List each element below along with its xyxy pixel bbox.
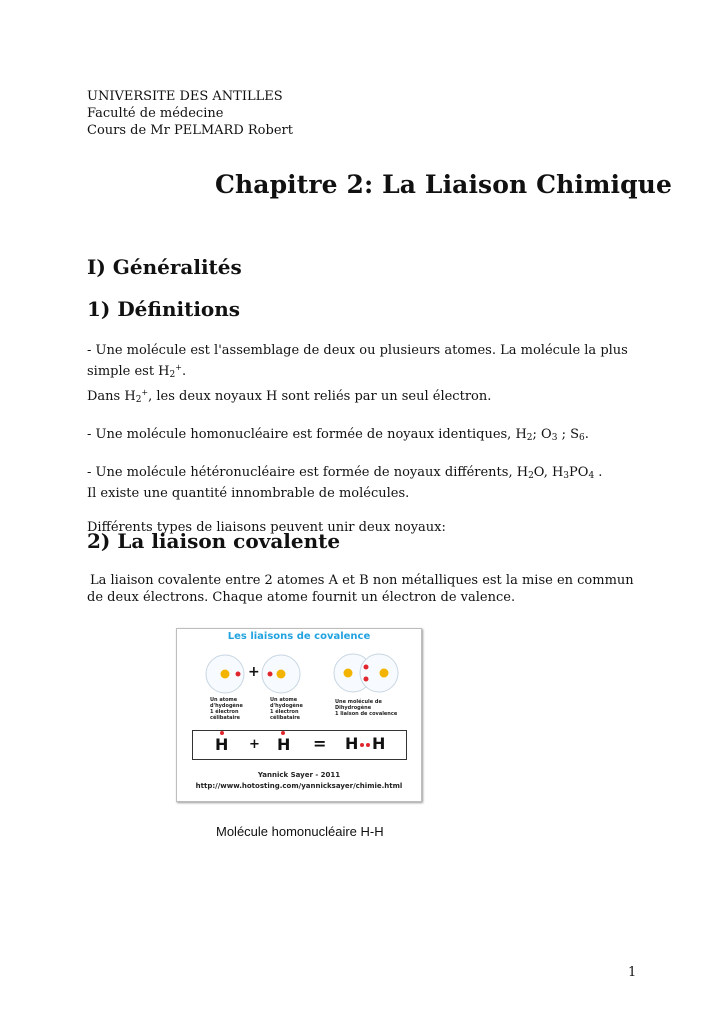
covalent-bond-figure: [176, 628, 422, 802]
equation-h-right: H: [277, 735, 291, 754]
hydrogen-atom-1: [206, 655, 244, 693]
caption-atom-1: Un atome d'hydogène 1 électron célibataire: [210, 697, 243, 721]
hydrogen-atom-2: [262, 655, 300, 693]
paragraph-bond-types: Différents types de liaisons peuvent unir deux noyaux:: [87, 520, 446, 535]
equation-result-h-right: H: [372, 734, 386, 753]
paragraph-countless-molecules: Il existe une quantité innombrable de molécules.: [87, 486, 410, 501]
chapter-title: Chapitre 2: La Liaison Chimique: [215, 170, 672, 199]
equation-h-left: H: [215, 735, 229, 754]
paragraph-heteronuclear: - Une molécule hétéronucléaire est formée de noyaux différents, $H_2O$, $H_3PO_4$ .: [87, 465, 603, 481]
equation-equals: =: [313, 734, 327, 753]
equation-box: [192, 730, 407, 760]
paragraph-h2-plus: Dans $H_2^+$, les deux noyaux H sont reliés par un seul électron.: [87, 388, 492, 405]
equation-plus: +: [249, 737, 260, 752]
dihydrogen-molecule: [334, 654, 398, 692]
electron-icon: [268, 672, 273, 677]
paragraph-simplest-molecule: - Une molécule est l'assemblage de deux ou plusieurs atomes. La molécule la plus simple est $H_2^+$.: [87, 343, 628, 380]
institution-name: UNIVERSITE DES ANTILLES: [87, 89, 283, 104]
electron-icon: [236, 672, 241, 677]
course-name: Cours de Mr PELMARD Robert: [87, 123, 293, 138]
electron-icon: [364, 677, 369, 682]
page-number: 1: [628, 965, 637, 980]
subsection-heading-covalent-bond: 2) La liaison covalente: [87, 529, 341, 553]
faculty-name: Faculté de médecine: [87, 106, 224, 121]
figure-title: Les liaisons de covalence: [227, 631, 371, 642]
caption-molecule: Une molécule de Dihydrogène 1 liaison de covalence: [335, 699, 398, 717]
nucleus-icon: [344, 669, 353, 678]
figure-caption: Molécule homonucléaire H-H: [216, 824, 384, 839]
equation-result-h-left: H: [345, 734, 359, 753]
paragraph-homonuclear: - Une molécule homonucléaire est formée de noyaux identiques, $H_2$; $O_3$ ; $S_6$.: [87, 427, 589, 443]
covalent-bond-paragraph: La liaison covalente entre 2 atomes A et B non métalliques est la mise en commun de deux électrons. Chaque atome fournit un électron de valence.: [87, 573, 634, 605]
subsection-heading-definitions: 1) Définitions: [87, 297, 241, 321]
definitions-block: [87, 342, 647, 536]
nucleus-icon: [380, 669, 389, 678]
document-header: [87, 88, 293, 139]
nucleus-icon: [277, 670, 286, 679]
figure-credit-url: http://www.hotosting.com/yannicksayer/chimie.html: [195, 782, 403, 790]
electron-icon: [364, 665, 369, 670]
caption-atom-2: Un atome d'hydogène 1 électron célibataire: [270, 697, 303, 721]
section-heading-generalites: I) Généralités: [87, 255, 242, 279]
electron-icon: [366, 743, 370, 747]
electron-icon: [360, 743, 364, 747]
figure-credit-name: Yannick Sayer - 2011: [257, 771, 341, 779]
nucleus-icon: [221, 670, 230, 679]
plus-sign: +: [248, 664, 260, 680]
